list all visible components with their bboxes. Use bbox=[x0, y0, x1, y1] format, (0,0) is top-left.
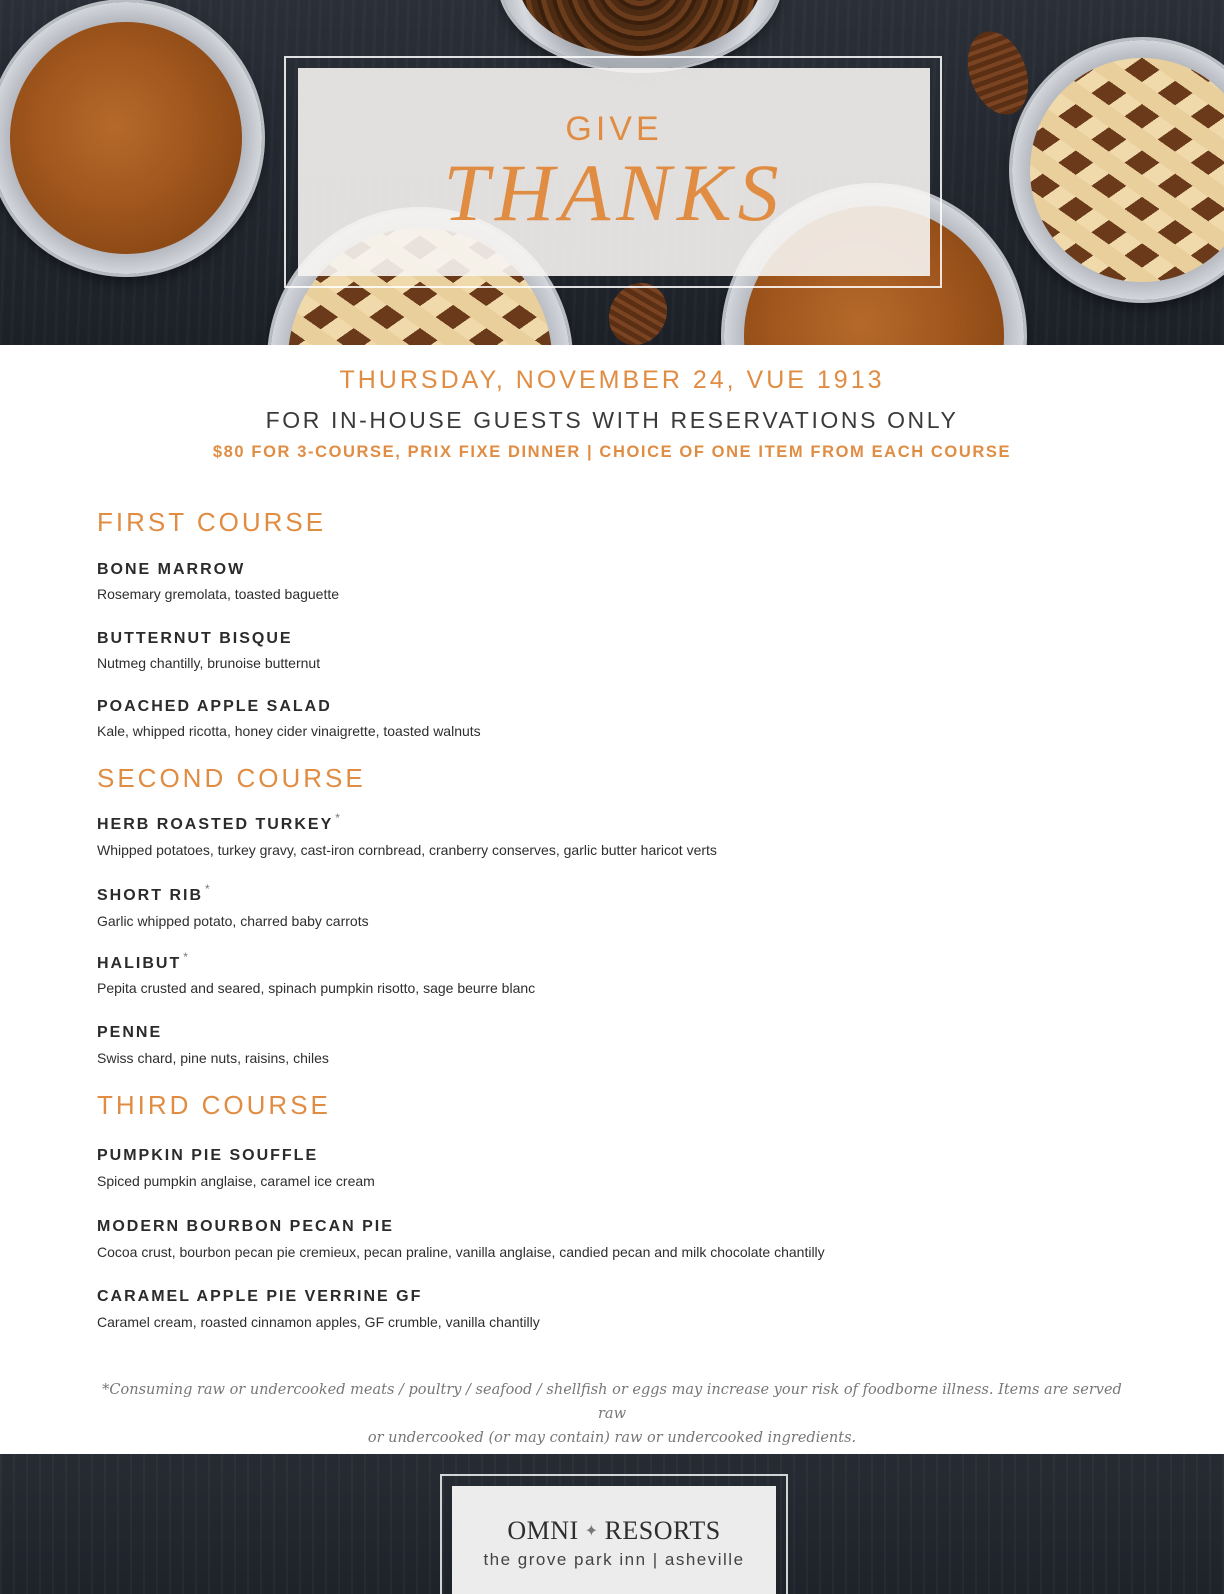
menu-item-name: PENNE bbox=[97, 1024, 163, 1041]
menu-item-name: POACHED APPLE SALAD bbox=[97, 698, 332, 715]
menu-item-name: HALIBUT * bbox=[97, 950, 190, 972]
title-panel bbox=[298, 68, 930, 276]
course-title-first: FIRST COURSE bbox=[97, 507, 327, 537]
menu-item-desc: Nutmeg chantilly, brunoise butternut bbox=[97, 655, 321, 671]
logo-subtitle: the grove park inn | asheville bbox=[483, 1550, 745, 1569]
menu-item-desc: Swiss chard, pine nuts, raisins, chiles bbox=[97, 1050, 329, 1066]
menu-item-name: HERB ROASTED TURKEY * bbox=[97, 811, 342, 833]
raw-warning-asterisk: * bbox=[205, 882, 212, 896]
course-title-second: SECOND COURSE bbox=[97, 763, 366, 793]
menu-item-desc: Caramel cream, roasted cinnamon apples, GF crumble, vanilla chantilly bbox=[97, 1314, 540, 1330]
omni-resorts-logo bbox=[452, 1486, 776, 1594]
menu-item-name: BONE MARROW bbox=[97, 561, 246, 578]
hero-banner bbox=[0, 0, 1224, 345]
logo-wordmark: OMNI ✦ RESORTS bbox=[507, 1516, 721, 1545]
raw-warning-asterisk: * bbox=[335, 811, 342, 825]
food-safety-disclaimer bbox=[100, 1378, 1124, 1450]
menu-item-name: PUMPKIN PIE SOUFFLE bbox=[97, 1147, 319, 1164]
menu-item-desc: Cocoa crust, bourbon pecan pie cremieux, pecan praline, vanilla anglaise, candied pecan and milk chocolate chantilly bbox=[97, 1244, 825, 1260]
disclaimer-line: *Consuming raw or undercooked meats / poultry / seafood / shellfish or eggs may increase your risk of foodborne illness. Items are served raw bbox=[102, 1382, 1122, 1422]
pumpkin-pie-left-image bbox=[0, 2, 262, 274]
course-title-third: THIRD COURSE bbox=[97, 1090, 331, 1120]
menu-item-name: MODERN BOURBON PECAN PIE bbox=[97, 1218, 394, 1235]
event-guests-note: FOR IN-HOUSE GUESTS WITH RESERVATIONS ONLY bbox=[265, 407, 959, 433]
menu-item-desc: Spiced pumpkin anglaise, caramel ice cream bbox=[97, 1173, 375, 1189]
footer-banner bbox=[0, 1454, 1224, 1594]
menu-item-desc: Garlic whipped potato, charred baby carrots bbox=[97, 913, 369, 929]
compass-star-icon: ✦ bbox=[584, 1523, 599, 1540]
event-date: THURSDAY, NOVEMBER 24, VUE 1913 bbox=[339, 366, 885, 394]
menu-item-desc: Kale, whipped ricotta, honey cider vinaigrette, toasted walnuts bbox=[97, 723, 481, 739]
menu-item-desc: Whipped potatoes, turkey gravy, cast-iron cornbread, cranberry conserves, garlic butter haricot verts bbox=[97, 842, 717, 858]
raw-warning-asterisk: * bbox=[183, 950, 190, 964]
lattice-pie-right-image bbox=[1012, 40, 1224, 300]
event-price-line: $80 FOR 3-COURSE, PRIX FIXE DINNER | CHOICE OF ONE ITEM FROM EACH COURSE bbox=[212, 443, 1012, 461]
disclaimer-line: or undercooked (or may contain) raw or undercooked ingredients. bbox=[367, 1430, 857, 1446]
menu-item-name: SHORT RIB * bbox=[97, 882, 212, 904]
menu-item-desc: Pepita crusted and seared, spinach pumpkin risotto, sage beurre blanc bbox=[97, 980, 536, 996]
menu-item-name: BUTTERNUT BISQUE bbox=[97, 630, 293, 647]
hero-title: THANKS bbox=[443, 147, 785, 238]
menu-item-name: CARAMEL APPLE PIE VERRINE GF bbox=[97, 1288, 423, 1305]
hero-kicker: GIVE bbox=[565, 110, 663, 148]
menu-item-desc: Rosemary gremolata, toasted baguette bbox=[97, 586, 340, 602]
